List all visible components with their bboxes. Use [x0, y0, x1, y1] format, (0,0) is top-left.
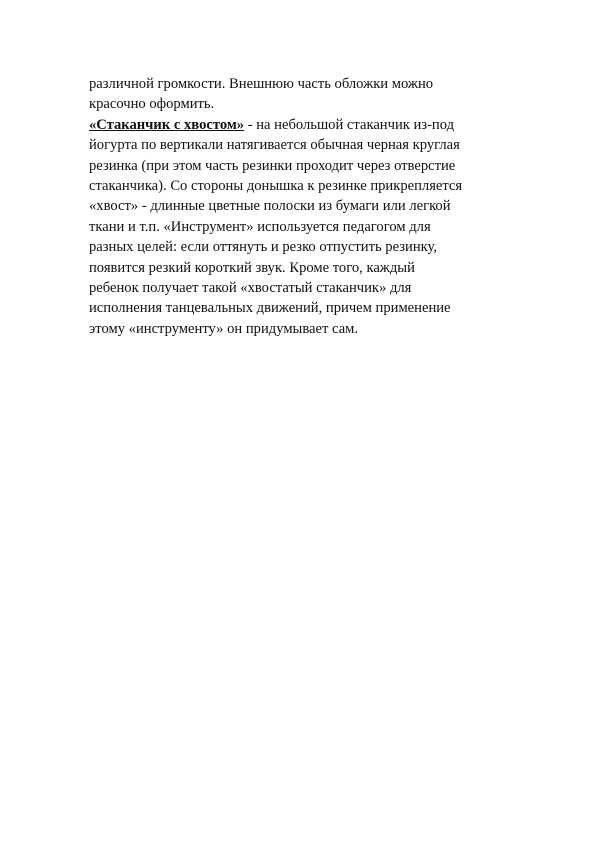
paragraph-first-line: [89, 115, 519, 135]
term-heading: «Стаканчик с хвостом»: [89, 116, 245, 133]
text-line: появится резкий короткий звук. Кроме того, каждый: [89, 259, 415, 276]
text-line: разных целей: если оттянуть и резко отпустить резинку,: [89, 239, 437, 256]
text-line: исполнения танцевальных движений, причем применение: [89, 300, 451, 317]
text-line: ткани и т.п. «Инструмент» используется педагогом для: [89, 218, 431, 235]
text-line: различной громкости. Внешнюю часть обложки можно: [89, 76, 434, 92]
text-line: резинка (при этом часть резинки проходит через отверстие: [89, 157, 456, 174]
text-line: йогурта по вертикали натягивается обычная черная круглая: [89, 137, 460, 154]
text-line: этому «инструменту» он придумывает сам.: [89, 320, 359, 337]
document-text: [89, 74, 519, 339]
text-line: «хвост» - длинные цветные полоски из бумаги или легкой: [89, 198, 451, 215]
text-line: стаканчика). Со стороны донышка к резинке прикрепляется: [89, 178, 463, 195]
text-line: красочно оформить.: [89, 96, 215, 113]
paragraph-first-line-text: - на небольшой стаканчик из-под: [244, 116, 455, 133]
text-line: ребенок получает такой «хвостатый стаканчик» для: [89, 280, 412, 297]
